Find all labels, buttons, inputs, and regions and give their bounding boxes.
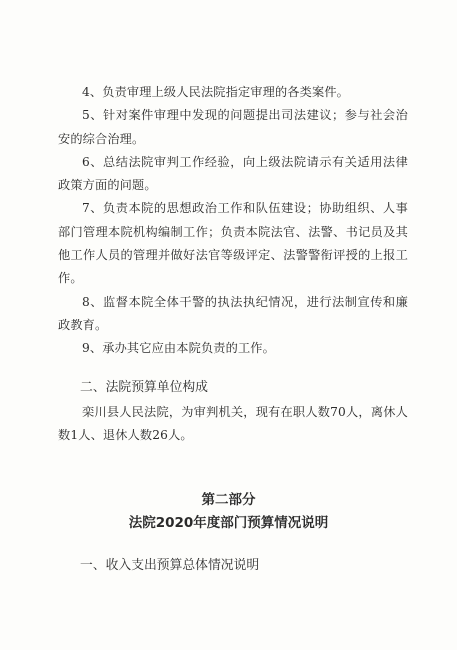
part-subtitle: 法院2020年度部门预算情况说明 bbox=[128, 515, 329, 531]
duty-item-6: 6、总结法院审判工作经验，向上级法院请示有关适用法律政策方面的问题。 bbox=[58, 154, 408, 193]
duty-list bbox=[58, 81, 408, 361]
duty-item-9: 9、承办其它应由本院负责的工作。 bbox=[82, 341, 275, 356]
budget-units-body bbox=[58, 401, 408, 448]
section-heading-income-expense: 一、收入支出预算总体情况说明 bbox=[80, 558, 260, 573]
duty-item-5: 5、针对案件审理中发现的问题提出司法建议；参与社会治安的综合治理。 bbox=[58, 108, 408, 146]
budget-units-text: 栾川县人民法院，为审判机关，现有在职人数70人，离休人数1人、退休人数26人。 bbox=[58, 405, 408, 443]
duty-item-4: 4、负责审理上级人民法院指定审理的各类案件。 bbox=[82, 85, 349, 99]
section-heading-budget-units: 二、法院预算单位构成 bbox=[80, 380, 208, 395]
duty-item-7: 7、负责本院的思想政治工作和队伍建设；协助组织、人事部门管理本院机构编制工作；负责本院法官、法警、书记员及其他工作人员的管理并做好法官等级评定、法警警衔评授的上报工作。 bbox=[58, 201, 408, 286]
duty-item-8: 8、监督本院全体干警的执法执纪情况，进行法制宣传和廉政教育。 bbox=[58, 294, 408, 332]
part-title: 第二部分 bbox=[201, 492, 256, 508]
